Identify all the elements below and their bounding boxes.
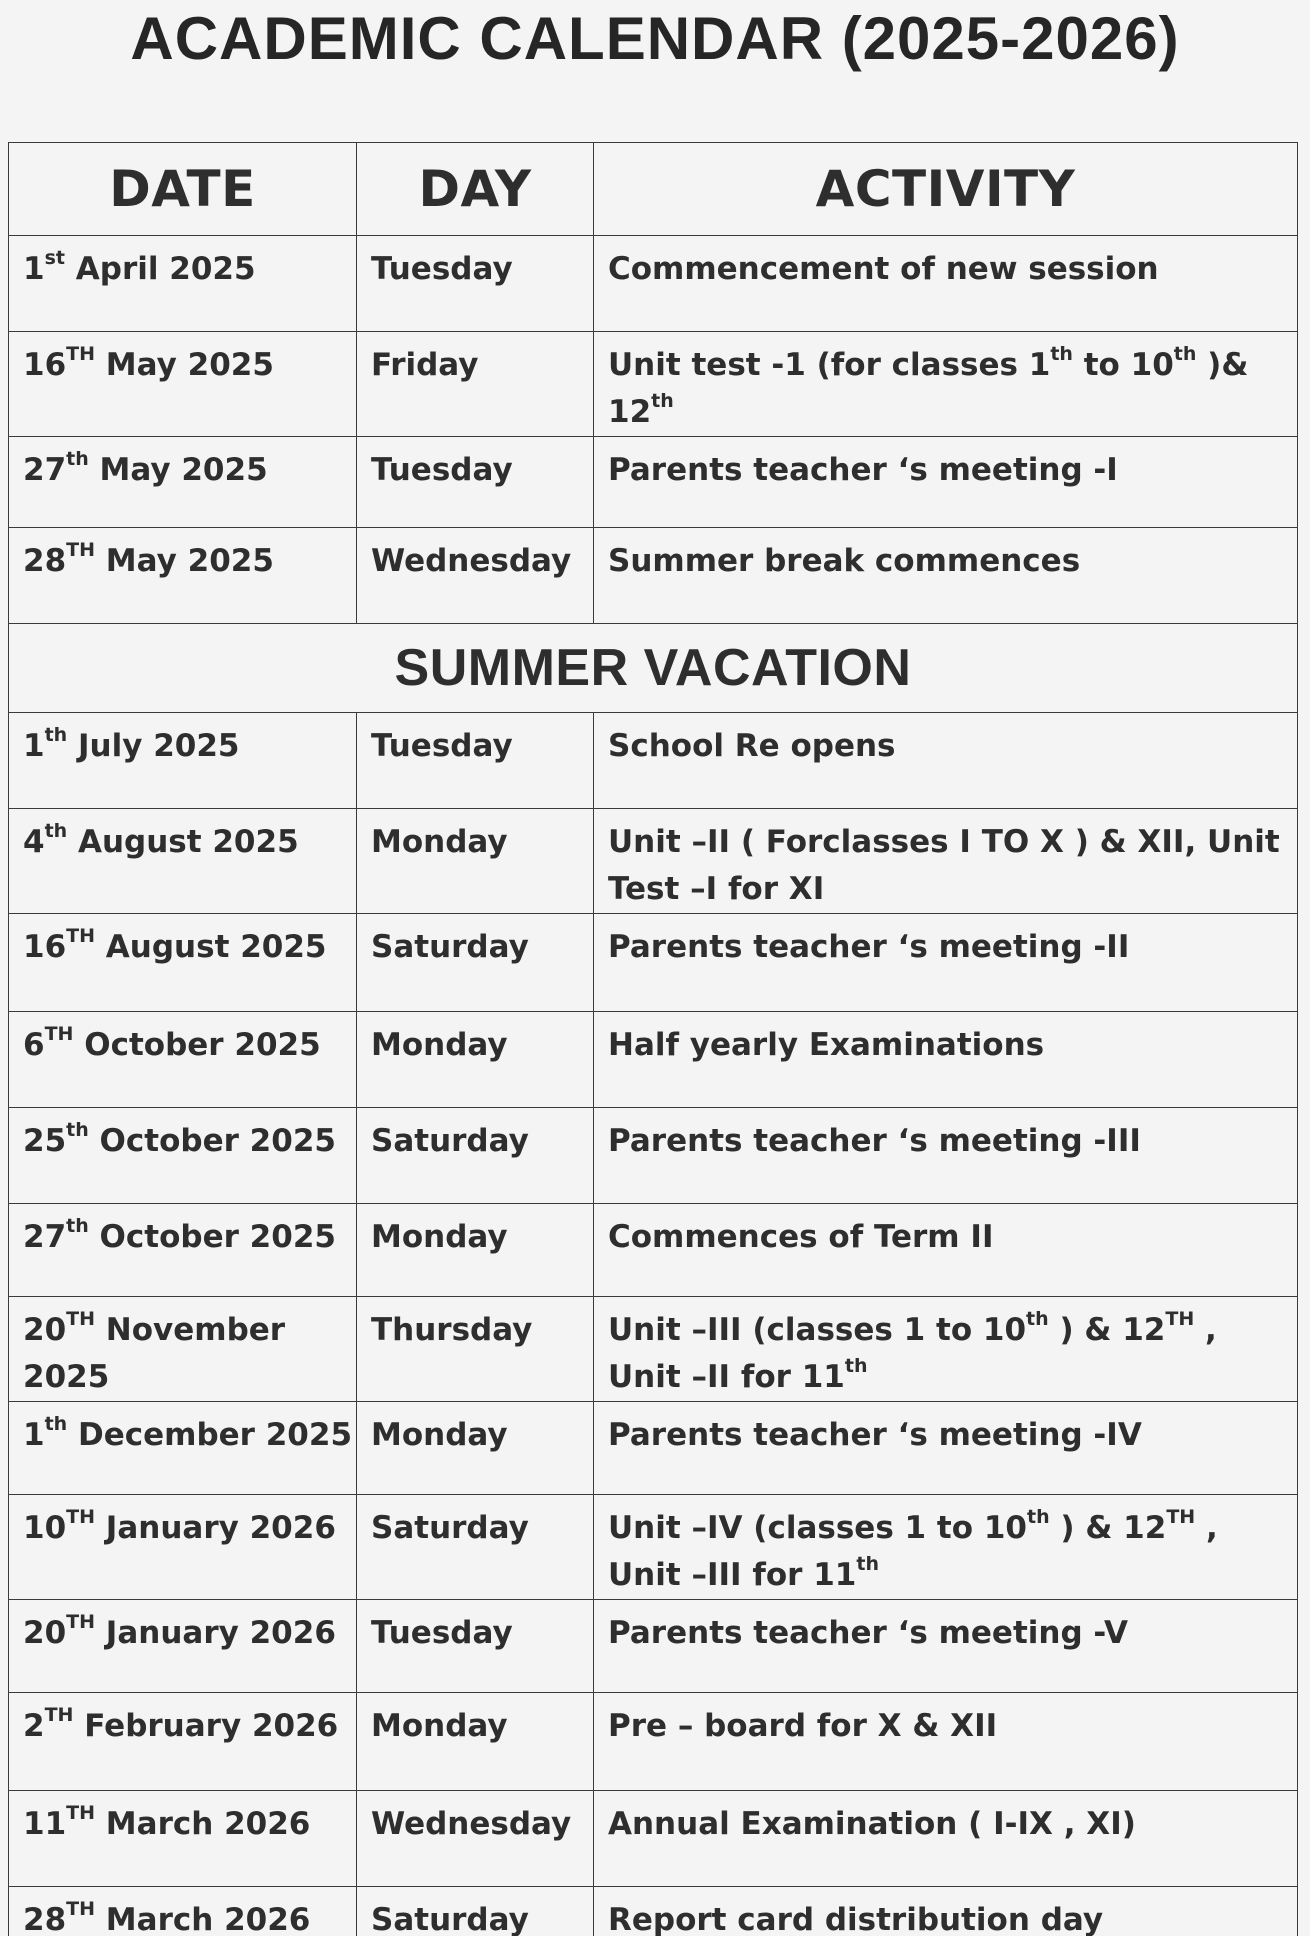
table-row [9, 1791, 1298, 1887]
activity-cell: Unit test -1 (for classes 1th to 10th )& 12th [594, 332, 1298, 437]
day-cell: Monday [357, 1402, 594, 1495]
ordinal-suffix: TH [66, 924, 96, 947]
date-cell: 27th October 2025 [9, 1204, 357, 1297]
table-row [9, 1012, 1298, 1108]
date-cell: 20TH January 2026 [9, 1600, 357, 1693]
activity-cell: Unit –II ( Forclasses I TO X ) & XII, Unit Test –I for XI [594, 809, 1298, 914]
ordinal-suffix: th [1050, 342, 1073, 365]
date-column-header: DATE [9, 143, 357, 236]
table-row [9, 1297, 1298, 1402]
calendar-body [9, 236, 1298, 1936]
date-cell: 4th August 2025 [9, 809, 357, 914]
table-row [9, 809, 1298, 914]
ordinal-suffix: th [651, 389, 674, 412]
ordinal-suffix: th [1026, 1505, 1050, 1528]
ordinal-suffix: TH [66, 1801, 96, 1824]
date-cell: 1th December 2025 [9, 1402, 357, 1495]
table-row [9, 236, 1298, 332]
date-cell: 1st April 2025 [9, 236, 357, 332]
table-row [9, 1693, 1298, 1791]
table-row [9, 1402, 1298, 1495]
ordinal-suffix: th [1026, 1307, 1049, 1330]
activity-cell: Parents teacher ‘s meeting -I [594, 437, 1298, 528]
ordinal-suffix: th [66, 447, 89, 470]
date-cell: 10TH January 2026 [9, 1495, 357, 1600]
day-cell: Tuesday [357, 236, 594, 332]
day-cell: Saturday [357, 914, 594, 1012]
summer-vacation-band: SUMMER VACATION [9, 624, 1298, 713]
activity-column-header: ACTIVITY [594, 143, 1298, 236]
table-row [9, 1204, 1298, 1297]
table-row [9, 332, 1298, 437]
date-cell: 6TH October 2025 [9, 1012, 357, 1108]
table-row [9, 1108, 1298, 1204]
table-row [9, 1600, 1298, 1693]
activity-cell: Commencement of new session [594, 236, 1298, 332]
activity-cell: School Re opens [594, 713, 1298, 809]
day-cell: Monday [357, 1012, 594, 1108]
activity-cell: Parents teacher ‘s meeting -II [594, 914, 1298, 1012]
date-cell: 16TH August 2025 [9, 914, 357, 1012]
date-cell: 2TH February 2026 [9, 1693, 357, 1791]
ordinal-suffix: th [856, 1552, 879, 1575]
date-cell: 28TH May 2025 [9, 528, 357, 624]
ordinal-suffix: TH [1166, 1505, 1196, 1528]
header-row [9, 143, 1298, 236]
date-cell: 11TH March 2026 [9, 1791, 357, 1887]
ordinal-suffix: TH [66, 538, 96, 561]
day-cell: Thursday [357, 1297, 594, 1402]
ordinal-suffix: TH [66, 1897, 96, 1920]
day-column-header: DAY [357, 143, 594, 236]
ordinal-suffix: th [44, 723, 68, 746]
activity-cell: Commences of Term II [594, 1204, 1298, 1297]
ordinal-suffix: th [66, 1214, 89, 1237]
activity-cell: Annual Examination ( I-IX , XI) [594, 1791, 1298, 1887]
date-cell: 25th October 2025 [9, 1108, 357, 1204]
table-row [9, 914, 1298, 1012]
ordinal-suffix: th [1173, 342, 1197, 365]
ordinal-suffix: TH [66, 1505, 96, 1528]
ordinal-suffix: th [44, 819, 68, 842]
table-row [9, 713, 1298, 809]
section-band-row [9, 624, 1298, 713]
ordinal-suffix: TH [44, 1703, 74, 1726]
day-cell: Wednesday [357, 1791, 594, 1887]
page-title: ACADEMIC CALENDAR (2025-2026) [130, 5, 1180, 72]
day-cell: Saturday [357, 1495, 594, 1600]
ordinal-suffix: TH [66, 1307, 96, 1330]
day-cell: Monday [357, 1204, 594, 1297]
date-cell: 28TH March 2026 [9, 1887, 357, 1936]
table-row [9, 1495, 1298, 1600]
activity-cell: Parents teacher ‘s meeting -V [594, 1600, 1298, 1693]
day-cell: Tuesday [357, 713, 594, 809]
ordinal-suffix: TH [66, 1610, 96, 1633]
date-cell: 16TH May 2025 [9, 332, 357, 437]
date-cell: 1th July 2025 [9, 713, 357, 809]
ordinal-suffix: TH [44, 1022, 74, 1045]
ordinal-suffix: TH [1165, 1307, 1195, 1330]
table-row [9, 528, 1298, 624]
ordinal-suffix: th [44, 1412, 68, 1435]
activity-cell: Summer break commences [594, 528, 1298, 624]
day-cell: Monday [357, 1693, 594, 1791]
ordinal-suffix: th [844, 1354, 868, 1377]
date-cell: 20TH November 2025 [9, 1297, 357, 1402]
activity-cell: Parents teacher ‘s meeting -IV [594, 1402, 1298, 1495]
activity-cell: Parents teacher ‘s meeting -III [594, 1108, 1298, 1204]
day-cell: Saturday [357, 1108, 594, 1204]
activity-cell: Unit –III (classes 1 to 10th ) & 12TH , Unit –II for 11th [594, 1297, 1298, 1402]
calendar-table [8, 142, 1298, 1936]
table-row [9, 1887, 1298, 1936]
day-cell: Friday [357, 332, 594, 437]
day-cell: Saturday [357, 1887, 594, 1936]
ordinal-suffix: st [44, 246, 65, 269]
activity-cell: Half yearly Examinations [594, 1012, 1298, 1108]
ordinal-suffix: th [66, 1118, 89, 1141]
ordinal-suffix: TH [66, 342, 96, 365]
table-row [9, 437, 1298, 528]
activity-cell: Report card distribution day [594, 1887, 1298, 1936]
day-cell: Tuesday [357, 1600, 594, 1693]
activity-cell: Unit –IV (classes 1 to 10th ) & 12TH , Unit –III for 11th [594, 1495, 1298, 1600]
day-cell: Wednesday [357, 528, 594, 624]
date-cell: 27th May 2025 [9, 437, 357, 528]
day-cell: Tuesday [357, 437, 594, 528]
day-cell: Monday [357, 809, 594, 914]
activity-cell: Pre – board for X & XII [594, 1693, 1298, 1791]
